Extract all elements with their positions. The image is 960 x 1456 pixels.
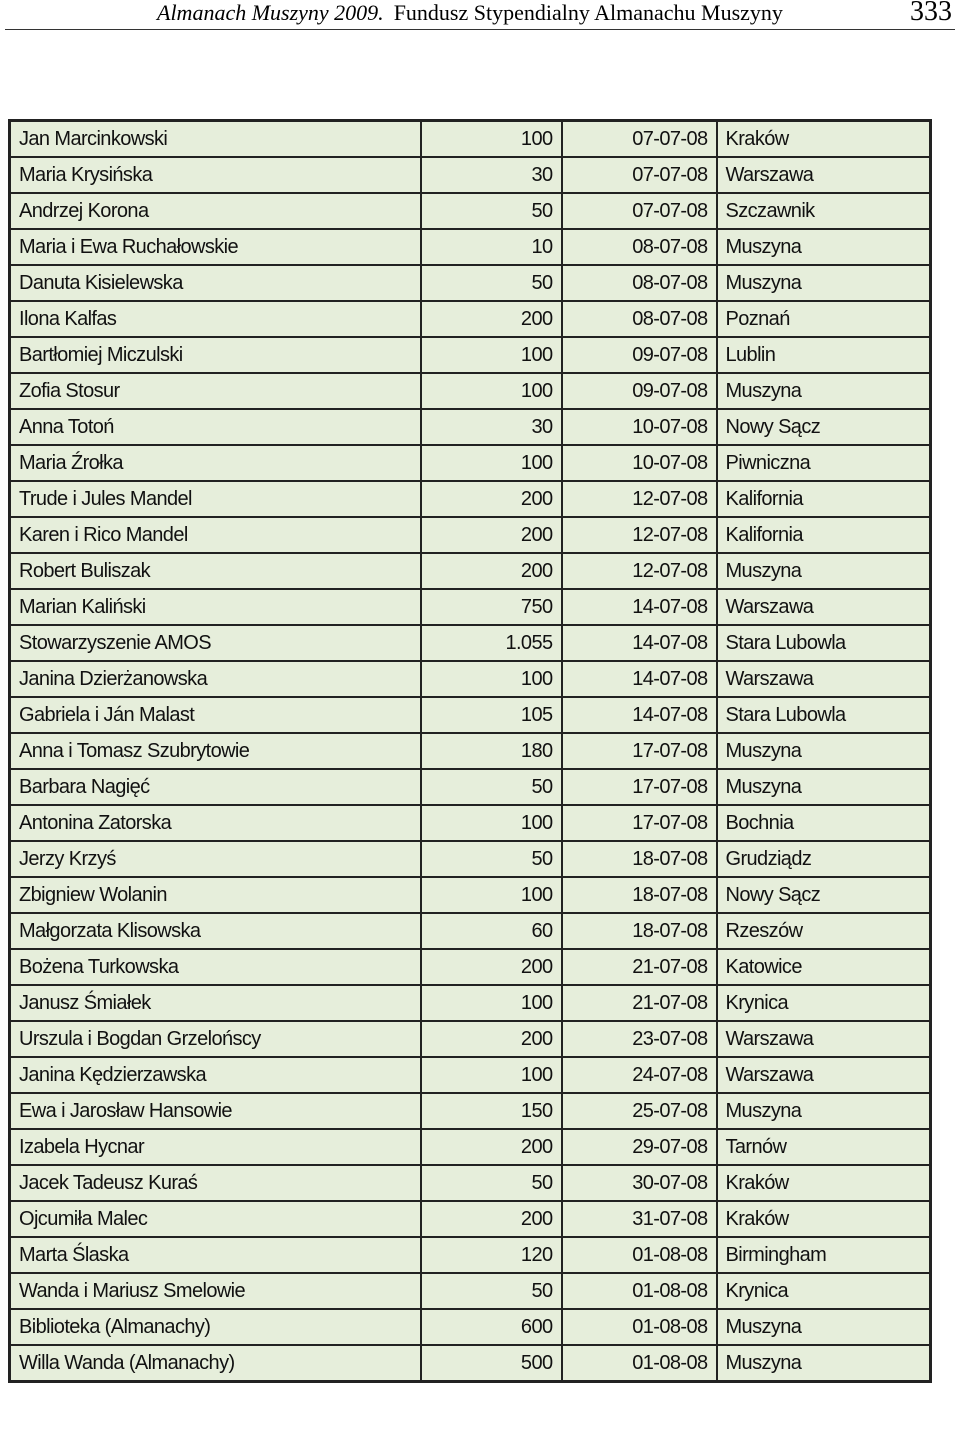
- donation-amount-cell: 100: [421, 445, 562, 481]
- donor-city-cell: Tarnów: [717, 1129, 931, 1165]
- donation-amount-cell: 200: [421, 301, 562, 337]
- donation-amount-cell: 750: [421, 589, 562, 625]
- table-row: [10, 409, 931, 445]
- donation-date-cell: 01-08-08: [562, 1273, 717, 1309]
- donor-name-cell: Trude i Jules Mandel: [10, 481, 421, 517]
- donation-date-cell: 17-07-08: [562, 805, 717, 841]
- table-row: [10, 229, 931, 265]
- table-row: [10, 157, 931, 193]
- donation-amount-cell: 50: [421, 193, 562, 229]
- donation-amount-cell: 200: [421, 1201, 562, 1237]
- donor-name-cell: Ewa i Jarosław Hansowie: [10, 1093, 421, 1129]
- donor-city-cell: Muszyna: [717, 1345, 931, 1382]
- table-row: [10, 1057, 931, 1093]
- donor-name-cell: Karen i Rico Mandel: [10, 517, 421, 553]
- donation-date-cell: 08-07-08: [562, 229, 717, 265]
- donor-name-cell: Stowarzyszenie AMOS: [10, 625, 421, 661]
- donation-amount-cell: 200: [421, 1129, 562, 1165]
- donation-amount-cell: 100: [421, 985, 562, 1021]
- donor-city-cell: Krynica: [717, 985, 931, 1021]
- donation-date-cell: 09-07-08: [562, 373, 717, 409]
- table-row: [10, 949, 931, 985]
- donor-city-cell: Muszyna: [717, 553, 931, 589]
- donor-name-cell: Bartłomiej Miczulski: [10, 337, 421, 373]
- table-row: [10, 265, 931, 301]
- donor-name-cell: Wanda i Mariusz Smelowie: [10, 1273, 421, 1309]
- donor-name-cell: Janina Dzierżanowska: [10, 661, 421, 697]
- donor-city-cell: Grudziądz: [717, 841, 931, 877]
- donation-amount-cell: 100: [421, 373, 562, 409]
- table-row: [10, 697, 931, 733]
- donation-date-cell: 01-08-08: [562, 1345, 717, 1382]
- donor-name-cell: Marian Kaliński: [10, 589, 421, 625]
- table-row: [10, 373, 931, 409]
- donation-amount-cell: 200: [421, 949, 562, 985]
- table-row: [10, 337, 931, 373]
- donation-date-cell: 07-07-08: [562, 193, 717, 229]
- donor-city-cell: Muszyna: [717, 733, 931, 769]
- donation-amount-cell: 30: [421, 409, 562, 445]
- donation-date-cell: 17-07-08: [562, 769, 717, 805]
- donor-name-cell: Urszula i Bogdan Grzelońscy: [10, 1021, 421, 1057]
- donor-city-cell: Muszyna: [717, 229, 931, 265]
- donation-date-cell: 24-07-08: [562, 1057, 717, 1093]
- donor-name-cell: Maria Źrołka: [10, 445, 421, 481]
- donor-city-cell: Kalifornia: [717, 517, 931, 553]
- donation-date-cell: 07-07-08: [562, 121, 717, 158]
- donor-name-cell: Jerzy Krzyś: [10, 841, 421, 877]
- donation-amount-cell: 100: [421, 877, 562, 913]
- donation-date-cell: 01-08-08: [562, 1309, 717, 1345]
- donation-date-cell: 17-07-08: [562, 733, 717, 769]
- table-row: [10, 877, 931, 913]
- donor-name-cell: Jacek Tadeusz Kuraś: [10, 1165, 421, 1201]
- donor-city-cell: Bochnia: [717, 805, 931, 841]
- donation-amount-cell: 500: [421, 1345, 562, 1382]
- donation-amount-cell: 600: [421, 1309, 562, 1345]
- donors-table-body: [10, 121, 931, 1382]
- donation-amount-cell: 200: [421, 517, 562, 553]
- donor-name-cell: Andrzej Korona: [10, 193, 421, 229]
- donation-date-cell: 18-07-08: [562, 913, 717, 949]
- donor-name-cell: Małgorzata Klisowska: [10, 913, 421, 949]
- donor-city-cell: Birmingham: [717, 1237, 931, 1273]
- donation-amount-cell: 50: [421, 769, 562, 805]
- donation-date-cell: 31-07-08: [562, 1201, 717, 1237]
- donor-city-cell: Warszawa: [717, 157, 931, 193]
- donation-amount-cell: 100: [421, 121, 562, 158]
- table-row: [10, 553, 931, 589]
- donor-city-cell: Warszawa: [717, 661, 931, 697]
- table-row: [10, 481, 931, 517]
- donation-amount-cell: 105: [421, 697, 562, 733]
- table-row: [10, 913, 931, 949]
- donation-date-cell: 14-07-08: [562, 625, 717, 661]
- table-row: [10, 445, 931, 481]
- donor-city-cell: Warszawa: [717, 589, 931, 625]
- donation-date-cell: 18-07-08: [562, 877, 717, 913]
- donor-name-cell: Izabela Hycnar: [10, 1129, 421, 1165]
- donation-amount-cell: 120: [421, 1237, 562, 1273]
- almanac-title: Almanach Muszyny 2009.: [157, 0, 384, 25]
- table-row: [10, 1201, 931, 1237]
- donor-name-cell: Gabriela i Ján Malast: [10, 697, 421, 733]
- donation-amount-cell: 50: [421, 1165, 562, 1201]
- donor-name-cell: Zofia Stosur: [10, 373, 421, 409]
- donor-city-cell: Stara Lubowla: [717, 625, 931, 661]
- table-row: [10, 625, 931, 661]
- table-row: [10, 1129, 931, 1165]
- donor-name-cell: Bożena Turkowska: [10, 949, 421, 985]
- donor-name-cell: Antonina Zatorska: [10, 805, 421, 841]
- donation-amount-cell: 150: [421, 1093, 562, 1129]
- table-row: [10, 193, 931, 229]
- donor-city-cell: Krynica: [717, 1273, 931, 1309]
- donation-amount-cell: 100: [421, 337, 562, 373]
- donation-date-cell: 29-07-08: [562, 1129, 717, 1165]
- donor-city-cell: Szczawnik: [717, 193, 931, 229]
- donation-date-cell: 09-07-08: [562, 337, 717, 373]
- table-row: [10, 1021, 931, 1057]
- table-row: [10, 841, 931, 877]
- donor-name-cell: Maria Krysińska: [10, 157, 421, 193]
- header-rule: [5, 29, 955, 30]
- donor-city-cell: Muszyna: [717, 1309, 931, 1345]
- donation-date-cell: 08-07-08: [562, 265, 717, 301]
- donation-amount-cell: 100: [421, 661, 562, 697]
- donor-city-cell: Warszawa: [717, 1021, 931, 1057]
- donation-amount-cell: 200: [421, 481, 562, 517]
- table-row: [10, 1345, 931, 1382]
- donor-name-cell: Maria i Ewa Ruchałowskie: [10, 229, 421, 265]
- donor-name-cell: Jan Marcinkowski: [10, 121, 421, 158]
- donation-date-cell: 08-07-08: [562, 301, 717, 337]
- donation-date-cell: 10-07-08: [562, 445, 717, 481]
- donor-city-cell: Kraków: [717, 121, 931, 158]
- donation-amount-cell: 180: [421, 733, 562, 769]
- fund-subtitle: Fundusz Stypendialny Almanachu Muszyny: [393, 0, 783, 25]
- donor-name-cell: Janina Kędzierzawska: [10, 1057, 421, 1093]
- donor-city-cell: Muszyna: [717, 1093, 931, 1129]
- table-row: [10, 1165, 931, 1201]
- donor-city-cell: Kraków: [717, 1201, 931, 1237]
- donor-city-cell: Lublin: [717, 337, 931, 373]
- donation-date-cell: 25-07-08: [562, 1093, 717, 1129]
- donor-name-cell: Marta Ślaska: [10, 1237, 421, 1273]
- donor-city-cell: Muszyna: [717, 373, 931, 409]
- donation-amount-cell: 200: [421, 553, 562, 589]
- donation-amount-cell: 30: [421, 157, 562, 193]
- donation-date-cell: 01-08-08: [562, 1237, 717, 1273]
- donor-city-cell: Stara Lubowla: [717, 697, 931, 733]
- donation-date-cell: 14-07-08: [562, 661, 717, 697]
- donation-amount-cell: 50: [421, 265, 562, 301]
- donor-city-cell: Muszyna: [717, 769, 931, 805]
- donation-date-cell: 07-07-08: [562, 157, 717, 193]
- donor-name-cell: Robert Buliszak: [10, 553, 421, 589]
- table-row: [10, 769, 931, 805]
- donor-city-cell: Piwniczna: [717, 445, 931, 481]
- table-row: [10, 301, 931, 337]
- donation-date-cell: 10-07-08: [562, 409, 717, 445]
- table-row: [10, 985, 931, 1021]
- donor-city-cell: Kalifornia: [717, 481, 931, 517]
- donor-name-cell: Anna i Tomasz Szubrytowie: [10, 733, 421, 769]
- donor-name-cell: Ojcumiła Malec: [10, 1201, 421, 1237]
- donor-city-cell: Kraków: [717, 1165, 931, 1201]
- donor-name-cell: Barbara Nagięć: [10, 769, 421, 805]
- donor-city-cell: Muszyna: [717, 265, 931, 301]
- donor-city-cell: Poznań: [717, 301, 931, 337]
- donation-date-cell: 12-07-08: [562, 517, 717, 553]
- page-number: 333: [910, 0, 952, 27]
- table-row: [10, 733, 931, 769]
- table-row: [10, 1237, 931, 1273]
- donation-amount-cell: 200: [421, 1021, 562, 1057]
- table-row: [10, 121, 931, 158]
- donation-date-cell: 14-07-08: [562, 589, 717, 625]
- donation-date-cell: 18-07-08: [562, 841, 717, 877]
- donor-name-cell: Anna Totoń: [10, 409, 421, 445]
- donor-name-cell: Biblioteka (Almanachy): [10, 1309, 421, 1345]
- donation-amount-cell: 1.055: [421, 625, 562, 661]
- donation-date-cell: 21-07-08: [562, 985, 717, 1021]
- page-header: [0, 0, 960, 31]
- table-row: [10, 589, 931, 625]
- donor-name-cell: Willa Wanda (Almanachy): [10, 1345, 421, 1382]
- donor-city-cell: Nowy Sącz: [717, 877, 931, 913]
- donation-amount-cell: 10: [421, 229, 562, 265]
- donor-city-cell: Nowy Sącz: [717, 409, 931, 445]
- donation-amount-cell: 50: [421, 1273, 562, 1309]
- donation-date-cell: 23-07-08: [562, 1021, 717, 1057]
- donation-amount-cell: 100: [421, 1057, 562, 1093]
- donation-amount-cell: 100: [421, 805, 562, 841]
- donation-amount-cell: 60: [421, 913, 562, 949]
- donation-date-cell: 30-07-08: [562, 1165, 717, 1201]
- donation-amount-cell: 50: [421, 841, 562, 877]
- donation-date-cell: 21-07-08: [562, 949, 717, 985]
- running-head: [157, 0, 783, 26]
- donation-date-cell: 12-07-08: [562, 553, 717, 589]
- donor-name-cell: Zbigniew Wolanin: [10, 877, 421, 913]
- table-row: [10, 1273, 931, 1309]
- donors-table: [8, 119, 932, 1383]
- donation-date-cell: 14-07-08: [562, 697, 717, 733]
- donor-name-cell: Ilona Kalfas: [10, 301, 421, 337]
- donor-city-cell: Katowice: [717, 949, 931, 985]
- donor-city-cell: Warszawa: [717, 1057, 931, 1093]
- table-row: [10, 517, 931, 553]
- table-row: [10, 805, 931, 841]
- donation-date-cell: 12-07-08: [562, 481, 717, 517]
- table-row: [10, 1309, 931, 1345]
- donor-city-cell: Rzeszów: [717, 913, 931, 949]
- table-row: [10, 661, 931, 697]
- donor-name-cell: Janusz Śmiałek: [10, 985, 421, 1021]
- table-row: [10, 1093, 931, 1129]
- donor-name-cell: Danuta Kisielewska: [10, 265, 421, 301]
